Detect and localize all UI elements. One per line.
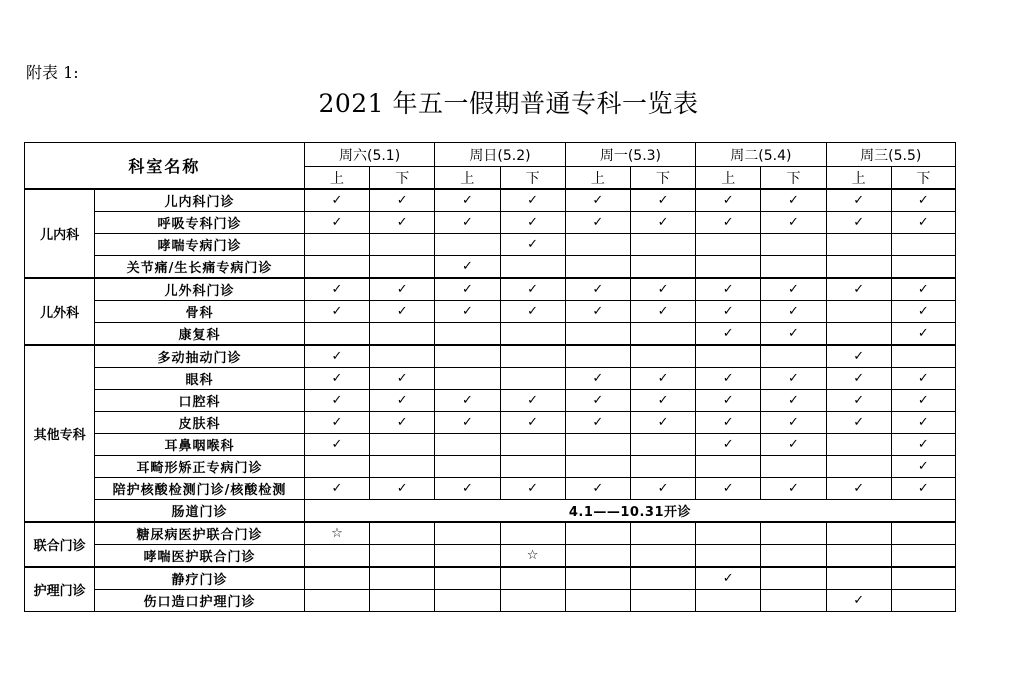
check-mark-cell: ✓ bbox=[826, 345, 891, 368]
check-mark-cell: ✓ bbox=[435, 478, 500, 500]
pm-header: 下 bbox=[761, 167, 826, 190]
empty-slot-cell bbox=[500, 456, 565, 478]
department-cell: 陪护核酸检测门诊/核酸检测 bbox=[95, 478, 305, 500]
check-mark-cell: ✓ bbox=[761, 368, 826, 390]
check-mark-cell: ✓ bbox=[696, 412, 761, 434]
empty-slot-cell bbox=[696, 522, 761, 545]
check-mark-cell: ✓ bbox=[891, 478, 955, 500]
appendix-label: 附表 1: bbox=[26, 63, 79, 82]
empty-slot-cell bbox=[761, 345, 826, 368]
check-mark-cell: ✓ bbox=[565, 189, 630, 212]
empty-slot-cell bbox=[826, 567, 891, 590]
check-mark-cell: ✓ bbox=[630, 212, 695, 234]
check-mark-cell: ✓ bbox=[500, 390, 565, 412]
empty-slot-cell bbox=[435, 345, 500, 368]
star-mark-cell: ☆ bbox=[500, 545, 565, 568]
empty-slot-cell bbox=[500, 345, 565, 368]
check-mark-cell: ✓ bbox=[891, 301, 955, 323]
table-row bbox=[25, 456, 956, 478]
check-mark-cell: ✓ bbox=[304, 478, 369, 500]
check-mark-cell: ✓ bbox=[304, 390, 369, 412]
check-mark-cell: ✓ bbox=[826, 189, 891, 212]
table-row bbox=[25, 323, 956, 346]
open-period-note: 4.1——10.31开诊 bbox=[304, 500, 955, 523]
empty-slot-cell bbox=[630, 545, 695, 568]
schedule-body bbox=[25, 189, 956, 612]
check-mark-cell: ✓ bbox=[565, 412, 630, 434]
department-cell: 耳畸形矫正专病门诊 bbox=[95, 456, 305, 478]
check-mark-cell: ✓ bbox=[696, 278, 761, 301]
pm-header: 下 bbox=[891, 167, 955, 190]
category-cell: 儿内科 bbox=[25, 189, 95, 278]
empty-slot-cell bbox=[630, 434, 695, 456]
check-mark-cell: ✓ bbox=[370, 412, 435, 434]
check-mark-cell: ✓ bbox=[891, 323, 955, 346]
empty-slot-cell bbox=[304, 456, 369, 478]
department-cell: 哮喘医护联合门诊 bbox=[95, 545, 305, 568]
check-mark-cell: ✓ bbox=[696, 478, 761, 500]
empty-slot-cell bbox=[696, 345, 761, 368]
check-mark-cell: ✓ bbox=[435, 301, 500, 323]
check-mark-cell: ✓ bbox=[696, 567, 761, 590]
empty-slot-cell bbox=[565, 256, 630, 279]
check-mark-cell: ✓ bbox=[370, 478, 435, 500]
empty-slot-cell bbox=[500, 590, 565, 612]
check-mark-cell: ✓ bbox=[304, 368, 369, 390]
check-mark-cell: ✓ bbox=[565, 278, 630, 301]
check-mark-cell: ✓ bbox=[826, 412, 891, 434]
table-row bbox=[25, 590, 956, 612]
check-mark-cell: ✓ bbox=[761, 412, 826, 434]
empty-slot-cell bbox=[565, 345, 630, 368]
empty-slot-cell bbox=[500, 323, 565, 346]
check-mark-cell: ✓ bbox=[565, 390, 630, 412]
empty-slot-cell bbox=[826, 256, 891, 279]
department-cell: 哮喘专病门诊 bbox=[95, 234, 305, 256]
check-mark-cell: ✓ bbox=[826, 278, 891, 301]
empty-slot-cell bbox=[761, 567, 826, 590]
check-mark-cell: ✓ bbox=[761, 301, 826, 323]
check-mark-cell: ✓ bbox=[370, 212, 435, 234]
empty-slot-cell bbox=[370, 590, 435, 612]
empty-slot-cell bbox=[565, 323, 630, 346]
empty-slot-cell bbox=[565, 234, 630, 256]
day-header: 周二(5.4) bbox=[696, 143, 826, 167]
empty-slot-cell bbox=[630, 234, 695, 256]
table-row bbox=[25, 545, 956, 568]
check-mark-cell: ✓ bbox=[891, 368, 955, 390]
empty-slot-cell bbox=[696, 545, 761, 568]
check-mark-cell: ✓ bbox=[370, 368, 435, 390]
empty-slot-cell bbox=[500, 368, 565, 390]
check-mark-cell: ✓ bbox=[304, 345, 369, 368]
check-mark-cell: ✓ bbox=[435, 412, 500, 434]
check-mark-cell: ✓ bbox=[826, 368, 891, 390]
empty-slot-cell bbox=[565, 522, 630, 545]
check-mark-cell: ✓ bbox=[630, 478, 695, 500]
check-mark-cell: ✓ bbox=[696, 368, 761, 390]
empty-slot-cell bbox=[370, 456, 435, 478]
check-mark-cell: ✓ bbox=[761, 278, 826, 301]
check-mark-cell: ✓ bbox=[630, 390, 695, 412]
check-mark-cell: ✓ bbox=[500, 212, 565, 234]
check-mark-cell: ✓ bbox=[435, 212, 500, 234]
department-cell: 糖尿病医护联合门诊 bbox=[95, 522, 305, 545]
empty-slot-cell bbox=[630, 567, 695, 590]
check-mark-cell: ✓ bbox=[435, 278, 500, 301]
day-header: 周一(5.3) bbox=[565, 143, 695, 167]
empty-slot-cell bbox=[826, 323, 891, 346]
check-mark-cell: ✓ bbox=[761, 478, 826, 500]
check-mark-cell: ✓ bbox=[435, 256, 500, 279]
empty-slot-cell bbox=[630, 256, 695, 279]
check-mark-cell: ✓ bbox=[304, 434, 369, 456]
check-mark-cell: ✓ bbox=[630, 412, 695, 434]
check-mark-cell: ✓ bbox=[761, 212, 826, 234]
check-mark-cell: ✓ bbox=[304, 412, 369, 434]
empty-slot-cell bbox=[500, 522, 565, 545]
am-header: 上 bbox=[826, 167, 891, 190]
empty-slot-cell bbox=[370, 256, 435, 279]
table-row bbox=[25, 434, 956, 456]
check-mark-cell: ✓ bbox=[826, 590, 891, 612]
check-mark-cell: ✓ bbox=[826, 390, 891, 412]
table-row bbox=[25, 256, 956, 279]
check-mark-cell: ✓ bbox=[891, 278, 955, 301]
empty-slot-cell bbox=[370, 545, 435, 568]
empty-slot-cell bbox=[565, 590, 630, 612]
check-mark-cell: ✓ bbox=[630, 368, 695, 390]
table-row bbox=[25, 522, 956, 545]
check-mark-cell: ✓ bbox=[565, 212, 630, 234]
empty-slot-cell bbox=[761, 234, 826, 256]
check-mark-cell: ✓ bbox=[565, 368, 630, 390]
dept-column-header: 科室名称 bbox=[25, 143, 305, 190]
table-row bbox=[25, 500, 956, 523]
check-mark-cell: ✓ bbox=[370, 390, 435, 412]
empty-slot-cell bbox=[500, 256, 565, 279]
department-cell: 伤口造口护理门诊 bbox=[95, 590, 305, 612]
check-mark-cell: ✓ bbox=[304, 301, 369, 323]
check-mark-cell: ✓ bbox=[826, 478, 891, 500]
am-header: 上 bbox=[565, 167, 630, 190]
empty-slot-cell bbox=[826, 434, 891, 456]
check-mark-cell: ✓ bbox=[370, 278, 435, 301]
table-row bbox=[25, 212, 956, 234]
empty-slot-cell bbox=[891, 234, 955, 256]
empty-slot-cell bbox=[891, 545, 955, 568]
empty-slot-cell bbox=[304, 567, 369, 590]
empty-slot-cell bbox=[826, 234, 891, 256]
empty-slot-cell bbox=[304, 323, 369, 346]
empty-slot-cell bbox=[761, 522, 826, 545]
table-row bbox=[25, 278, 956, 301]
empty-slot-cell bbox=[826, 456, 891, 478]
check-mark-cell: ✓ bbox=[630, 278, 695, 301]
table-row bbox=[25, 412, 956, 434]
check-mark-cell: ✓ bbox=[500, 301, 565, 323]
category-cell: 联合门诊 bbox=[25, 522, 95, 567]
empty-slot-cell bbox=[435, 456, 500, 478]
empty-slot-cell bbox=[891, 590, 955, 612]
empty-slot-cell bbox=[435, 522, 500, 545]
empty-slot-cell bbox=[304, 590, 369, 612]
day-header: 周六(5.1) bbox=[304, 143, 434, 167]
empty-slot-cell bbox=[826, 545, 891, 568]
check-mark-cell: ✓ bbox=[370, 301, 435, 323]
empty-slot-cell bbox=[761, 456, 826, 478]
check-mark-cell: ✓ bbox=[696, 390, 761, 412]
category-cell: 护理门诊 bbox=[25, 567, 95, 612]
empty-slot-cell bbox=[891, 345, 955, 368]
check-mark-cell: ✓ bbox=[891, 456, 955, 478]
empty-slot-cell bbox=[696, 256, 761, 279]
check-mark-cell: ✓ bbox=[891, 212, 955, 234]
empty-slot-cell bbox=[565, 567, 630, 590]
category-cell: 儿外科 bbox=[25, 278, 95, 345]
empty-slot-cell bbox=[696, 456, 761, 478]
check-mark-cell: ✓ bbox=[696, 189, 761, 212]
department-cell: 皮肤科 bbox=[95, 412, 305, 434]
am-header: 上 bbox=[696, 167, 761, 190]
department-cell: 多动抽动门诊 bbox=[95, 345, 305, 368]
department-cell: 呼吸专科门诊 bbox=[95, 212, 305, 234]
empty-slot-cell bbox=[891, 522, 955, 545]
empty-slot-cell bbox=[565, 456, 630, 478]
check-mark-cell: ✓ bbox=[304, 189, 369, 212]
empty-slot-cell bbox=[500, 567, 565, 590]
empty-slot-cell bbox=[370, 345, 435, 368]
empty-slot-cell bbox=[435, 368, 500, 390]
table-row bbox=[25, 368, 956, 390]
star-mark-cell: ☆ bbox=[304, 522, 369, 545]
empty-slot-cell bbox=[370, 522, 435, 545]
category-cell: 其他专科 bbox=[25, 345, 95, 522]
empty-slot-cell bbox=[696, 590, 761, 612]
check-mark-cell: ✓ bbox=[304, 212, 369, 234]
check-mark-cell: ✓ bbox=[500, 234, 565, 256]
check-mark-cell: ✓ bbox=[696, 212, 761, 234]
empty-slot-cell bbox=[435, 234, 500, 256]
empty-slot-cell bbox=[435, 590, 500, 612]
empty-slot-cell bbox=[435, 434, 500, 456]
department-cell: 口腔科 bbox=[95, 390, 305, 412]
check-mark-cell: ✓ bbox=[500, 189, 565, 212]
check-mark-cell: ✓ bbox=[565, 301, 630, 323]
table-row bbox=[25, 234, 956, 256]
empty-slot-cell bbox=[370, 567, 435, 590]
table-row bbox=[25, 301, 956, 323]
empty-slot-cell bbox=[696, 234, 761, 256]
department-cell: 康复科 bbox=[95, 323, 305, 346]
check-mark-cell: ✓ bbox=[891, 189, 955, 212]
day-header-row bbox=[25, 143, 956, 167]
empty-slot-cell bbox=[370, 434, 435, 456]
check-mark-cell: ✓ bbox=[500, 478, 565, 500]
table-row bbox=[25, 390, 956, 412]
empty-slot-cell bbox=[304, 545, 369, 568]
department-cell: 静疗门诊 bbox=[95, 567, 305, 590]
check-mark-cell: ✓ bbox=[891, 412, 955, 434]
table-row bbox=[25, 189, 956, 212]
empty-slot-cell bbox=[826, 301, 891, 323]
check-mark-cell: ✓ bbox=[891, 390, 955, 412]
empty-slot-cell bbox=[565, 545, 630, 568]
empty-slot-cell bbox=[565, 434, 630, 456]
empty-slot-cell bbox=[435, 323, 500, 346]
department-cell: 眼科 bbox=[95, 368, 305, 390]
empty-slot-cell bbox=[304, 234, 369, 256]
am-header: 上 bbox=[435, 167, 500, 190]
check-mark-cell: ✓ bbox=[696, 323, 761, 346]
department-cell: 儿内科门诊 bbox=[95, 189, 305, 212]
department-cell: 关节痛/生长痛专病门诊 bbox=[95, 256, 305, 279]
schedule-table bbox=[24, 142, 956, 612]
day-header: 周三(5.5) bbox=[826, 143, 955, 167]
empty-slot-cell bbox=[761, 256, 826, 279]
check-mark-cell: ✓ bbox=[696, 301, 761, 323]
empty-slot-cell bbox=[891, 256, 955, 279]
check-mark-cell: ✓ bbox=[630, 301, 695, 323]
check-mark-cell: ✓ bbox=[761, 434, 826, 456]
department-cell: 骨科 bbox=[95, 301, 305, 323]
empty-slot-cell bbox=[370, 234, 435, 256]
empty-slot-cell bbox=[630, 522, 695, 545]
check-mark-cell: ✓ bbox=[304, 278, 369, 301]
empty-slot-cell bbox=[435, 567, 500, 590]
table-row bbox=[25, 345, 956, 368]
empty-slot-cell bbox=[630, 590, 695, 612]
check-mark-cell: ✓ bbox=[826, 212, 891, 234]
pm-header: 下 bbox=[500, 167, 565, 190]
check-mark-cell: ✓ bbox=[435, 390, 500, 412]
department-cell: 耳鼻咽喉科 bbox=[95, 434, 305, 456]
check-mark-cell: ✓ bbox=[891, 434, 955, 456]
check-mark-cell: ✓ bbox=[370, 189, 435, 212]
empty-slot-cell bbox=[630, 345, 695, 368]
empty-slot-cell bbox=[630, 323, 695, 346]
page-title: 2021 年五一假期普通专科一览表 bbox=[318, 89, 699, 118]
empty-slot-cell bbox=[630, 456, 695, 478]
table-row bbox=[25, 478, 956, 500]
table-row bbox=[25, 567, 956, 590]
check-mark-cell: ✓ bbox=[761, 390, 826, 412]
check-mark-cell: ✓ bbox=[500, 278, 565, 301]
check-mark-cell: ✓ bbox=[761, 189, 826, 212]
pm-header: 下 bbox=[370, 167, 435, 190]
check-mark-cell: ✓ bbox=[630, 189, 695, 212]
empty-slot-cell bbox=[761, 545, 826, 568]
check-mark-cell: ✓ bbox=[565, 478, 630, 500]
empty-slot-cell bbox=[370, 323, 435, 346]
check-mark-cell: ✓ bbox=[435, 189, 500, 212]
empty-slot-cell bbox=[826, 522, 891, 545]
day-header: 周日(5.2) bbox=[435, 143, 565, 167]
empty-slot-cell bbox=[500, 434, 565, 456]
pm-header: 下 bbox=[630, 167, 695, 190]
department-cell: 儿外科门诊 bbox=[95, 278, 305, 301]
check-mark-cell: ✓ bbox=[696, 434, 761, 456]
department-cell: 肠道门诊 bbox=[95, 500, 305, 523]
empty-slot-cell bbox=[761, 590, 826, 612]
empty-slot-cell bbox=[435, 545, 500, 568]
empty-slot-cell bbox=[304, 256, 369, 279]
empty-slot-cell bbox=[891, 567, 955, 590]
check-mark-cell: ✓ bbox=[761, 323, 826, 346]
am-header: 上 bbox=[304, 167, 369, 190]
check-mark-cell: ✓ bbox=[500, 412, 565, 434]
